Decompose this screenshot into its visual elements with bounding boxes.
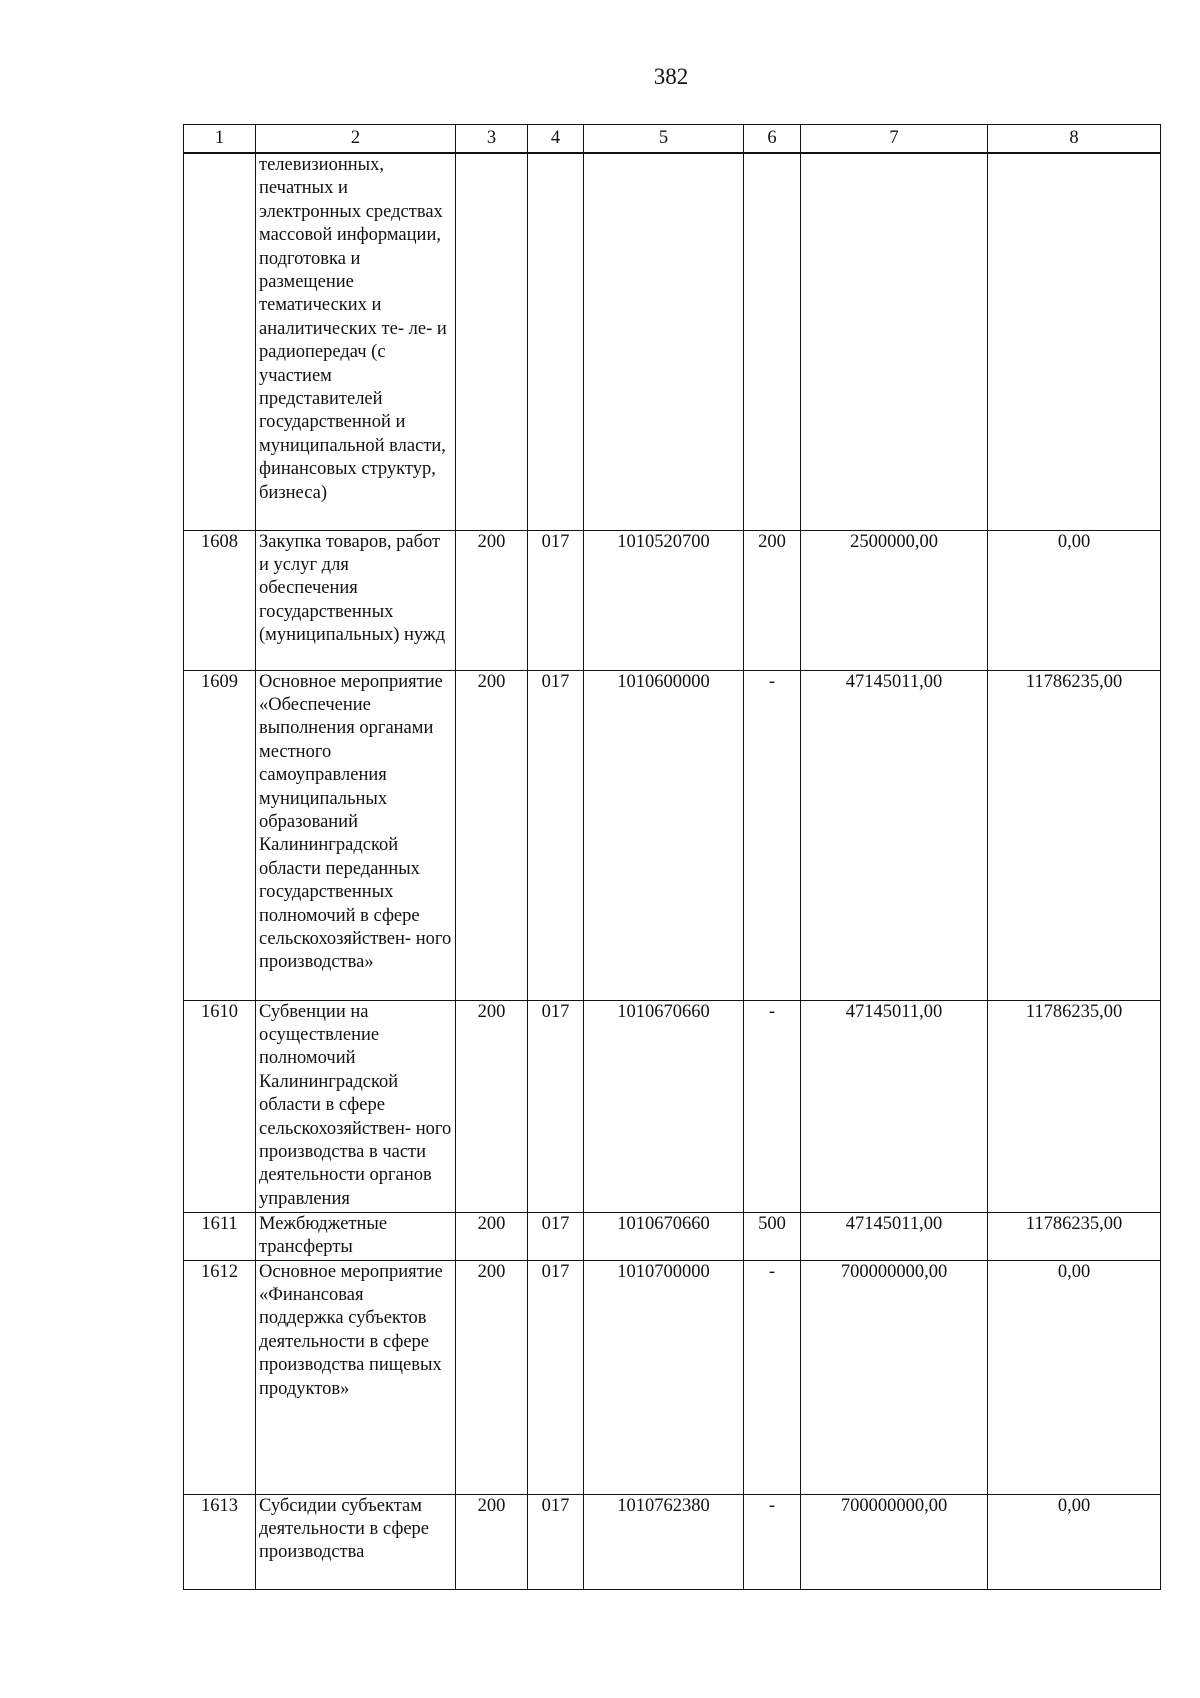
page-number: 382 bbox=[653, 64, 689, 89]
table-row bbox=[184, 1494, 1161, 1589]
row-col4: 017 bbox=[528, 1212, 584, 1260]
row-name: Основное мероприятие «Обеспечение выполнения органами местного самоуправления муниципальных образований Калининградской области переданных государственных полномочий в сфере сельскохозяйствен- ного производства» bbox=[256, 670, 456, 1000]
row-col7: 700000000,00 bbox=[801, 1260, 988, 1494]
row-col8: 11786235,00 bbox=[988, 670, 1161, 1000]
table-row bbox=[184, 670, 1161, 1000]
column-header: 1 bbox=[184, 125, 256, 154]
row-col5: 1010670660 bbox=[584, 1212, 744, 1260]
row-col8: 0,00 bbox=[988, 1260, 1161, 1494]
row-col7: 47145011,00 bbox=[801, 670, 988, 1000]
row-number bbox=[184, 153, 256, 530]
row-col5 bbox=[584, 153, 744, 530]
row-col8: 11786235,00 bbox=[988, 1212, 1161, 1260]
row-col3: 200 bbox=[456, 1260, 528, 1494]
column-header: 6 bbox=[744, 125, 801, 154]
row-col3: 200 bbox=[456, 670, 528, 1000]
row-col8: 0,00 bbox=[988, 530, 1161, 670]
column-header: 3 bbox=[456, 125, 528, 154]
row-col4: 017 bbox=[528, 1494, 584, 1589]
row-col6: 200 bbox=[744, 530, 801, 670]
row-col6 bbox=[744, 153, 801, 530]
row-col6: 500 bbox=[744, 1212, 801, 1260]
row-col8: 0,00 bbox=[988, 1494, 1161, 1589]
row-col5: 1010600000 bbox=[584, 670, 744, 1000]
column-header: 4 bbox=[528, 125, 584, 154]
row-col6: - bbox=[744, 1260, 801, 1494]
row-col7: 47145011,00 bbox=[801, 1212, 988, 1260]
row-col3: 200 bbox=[456, 1000, 528, 1212]
row-number: 1608 bbox=[184, 530, 256, 670]
row-col7: 47145011,00 bbox=[801, 1000, 988, 1212]
row-col7: 2500000,00 bbox=[801, 530, 988, 670]
row-name: Субвенции на осуществление полномочий Калининградской области в сфере сельскохозяйствен- ного производства в части деятельности органов управления bbox=[256, 1000, 456, 1212]
row-number: 1612 bbox=[184, 1260, 256, 1494]
column-header: 5 bbox=[584, 125, 744, 154]
table-header-row bbox=[184, 125, 1161, 154]
table-row bbox=[184, 1260, 1161, 1494]
row-col4: 017 bbox=[528, 670, 584, 1000]
row-col3: 200 bbox=[456, 530, 528, 670]
row-name: Закупка товаров, работ и услуг для обеспечения государственных (муниципальных) нужд bbox=[256, 530, 456, 670]
row-name: телевизионных, печатных и электронных средствах массовой информации, подготовка и размещение тематических и аналитических те- ле- и радиопередач (с участием представителей государственной и муниципальной власти, финансовых структур, бизнеса) bbox=[256, 153, 456, 530]
row-col6: - bbox=[744, 1494, 801, 1589]
column-header: 7 bbox=[801, 125, 988, 154]
row-col5: 1010762380 bbox=[584, 1494, 744, 1589]
row-col4 bbox=[528, 153, 584, 530]
row-number: 1610 bbox=[184, 1000, 256, 1212]
table-row bbox=[184, 530, 1161, 670]
table-row bbox=[184, 153, 1161, 530]
row-col5: 1010700000 bbox=[584, 1260, 744, 1494]
column-header: 8 bbox=[988, 125, 1161, 154]
row-col6: - bbox=[744, 670, 801, 1000]
row-col3 bbox=[456, 153, 528, 530]
row-col6: - bbox=[744, 1000, 801, 1212]
table-row bbox=[184, 1000, 1161, 1212]
row-col7: 700000000,00 bbox=[801, 1494, 988, 1589]
table-row bbox=[184, 1212, 1161, 1260]
row-col8 bbox=[988, 153, 1161, 530]
row-col8: 11786235,00 bbox=[988, 1000, 1161, 1212]
column-header: 2 bbox=[256, 125, 456, 154]
row-name: Основное мероприятие «Финансовая поддержка субъектов деятельности в сфере производства пищевых продуктов» bbox=[256, 1260, 456, 1494]
row-col4: 017 bbox=[528, 530, 584, 670]
row-col3: 200 bbox=[456, 1212, 528, 1260]
row-number: 1609 bbox=[184, 670, 256, 1000]
budget-table bbox=[183, 124, 1161, 1590]
row-col4: 017 bbox=[528, 1000, 584, 1212]
row-col4: 017 bbox=[528, 1260, 584, 1494]
row-col5: 1010520700 bbox=[584, 530, 744, 670]
row-name: Межбюджетные трансферты bbox=[256, 1212, 456, 1260]
row-col3: 200 bbox=[456, 1494, 528, 1589]
row-number: 1611 bbox=[184, 1212, 256, 1260]
row-name: Субсидии субъектам деятельности в сфере производства bbox=[256, 1494, 456, 1589]
row-col5: 1010670660 bbox=[584, 1000, 744, 1212]
row-number: 1613 bbox=[184, 1494, 256, 1589]
row-col7 bbox=[801, 153, 988, 530]
